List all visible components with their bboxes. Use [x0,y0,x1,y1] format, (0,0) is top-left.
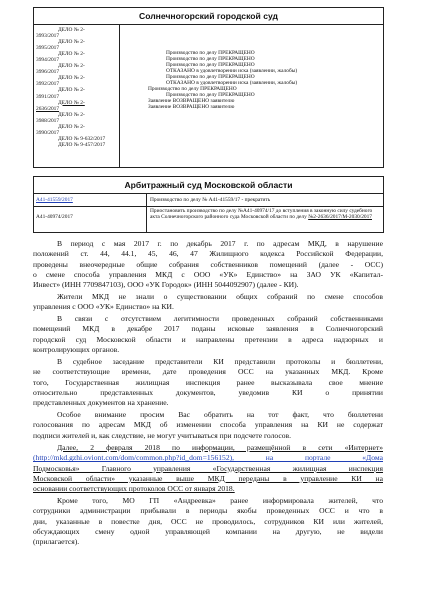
paragraph-internet-info [33,443,383,494]
paragraph-meetings [33,239,383,290]
text-line: В период с мая 2017 г. по декабрь 2017 г. по адресам МКД, в нарушение [57,239,383,248]
paragraph-andreevka [33,496,383,547]
court-table-body [34,25,383,168]
text-line: Кроме того, МО ГП «Андреевка» ранее информировала жителей, что [57,496,383,505]
ruling-text [150,208,382,220]
text-line: не соответствующие времени, дате проведения ОСС на указанных МКД. Кроме [33,367,383,377]
case-number: ДЕЛО № 2- [58,51,85,58]
ruling-text: Производство по делу ПРЕКРАЩЕНО [166,92,255,99]
court-table-arbitration [33,176,384,233]
ruling-text: Производство по делу ПРЕКРАЩЕНО [148,86,237,93]
case-number: А41-40974/2017 [36,214,73,220]
text-line: В связи с отсутствием легитимности проведенных собраний собственниками [57,314,383,323]
portal-link-line[interactable]: (http://mkd.gzhi.oviont.com/dom/common.php?id_dom=156152), на портале «Дома [33,453,383,463]
court-table-solnechnogorsk [33,7,384,168]
court-title: Солнечногорский городской суд [34,8,383,25]
ruling-text: ОТКАЗАНО в удовлетворении иска (заявлении, жалобы) [166,80,298,87]
ruling-text: Производство по делу ПРЕКРАЩЕНО [166,62,255,69]
case-number: 3994/2017 [36,57,60,64]
text-line: городской суд Московской области и направлены претензии в адреса надзорных и [33,334,383,344]
case-number: ДЕЛО № 2- [58,27,85,33]
text-line: Московской области» указанные выше МКД переданы в управление КИ на [33,473,383,483]
row-divider [34,206,383,207]
case-number: 3996/2017 [36,69,60,76]
text-line: представленных документов на хранение. [33,398,169,408]
case-number: ДЕЛО № 2- [58,75,85,82]
ruling-text: Заявление ВОЗВРАЩЕНО заявителю [148,104,235,111]
text-line: дни, указанные в повестке дня, ОСС не проводилось, сотрудников КИ или жителей, [33,516,383,526]
text-line: (прилагается). [33,537,80,547]
case-number: ДЕЛО № 2- [58,111,85,118]
text-line: помещений МКД в декабре 2017 поданы исковые заявления в Солнечногорский [33,324,383,334]
case-number: 3992/2017 [36,81,60,88]
case-number: 3990/2017 [36,129,60,136]
ruling-text: Производство по делу № А41-41559/17 - прекратить [150,197,271,203]
text-line: Подмосковья» Главного управления «Государственная жилищная инспекция [33,463,383,473]
case-number: ДЕЛО № 9-457/2017 [58,141,106,148]
case-number: ДЕЛО № 2- [58,39,85,46]
text-line: сотрудники администрации прибывали в периоды якобы проведенных ОСС и что в [33,506,383,516]
text-line: Особое внимание просим Вас обратить на тот факт, что бюллетени [57,410,383,419]
ruling-text-main: Приостановить производство по делу №А41-40974/17 до вступления в законную силу судебного акта Солнечногорского районного суда Московской области по делу [150,208,373,221]
text-line: управления с ООО «УК» Единство» на КИ. [33,302,174,312]
ruling-text: Производство по делу ПРЕКРАЩЕНО [166,74,255,81]
ruling-text: Заявление ВОЗВРАЩЕНО заявителю [148,98,235,105]
text-line: Инвест» (ИНН 7709847103), ООО «УК Городок» (ИНН 5044092907) (далее - КИ). [33,280,299,290]
text-line: проведены внеочередные общие собрания собственников помещений (далее - ОСС) [33,259,383,269]
case-number: ДЕЛО № 2- [58,99,85,106]
ruling-column [148,50,297,110]
paragraph-lawsuits [33,314,383,355]
case-link[interactable]: А41-41559/2017 [36,197,73,203]
case-number: ДЕЛО № 2- [58,63,85,70]
text-line: основании соответствующих протоколов ОСС от января 2018. [33,484,235,494]
text-line: того, Государственная жилищная инспекция ранее высказывала свое мнение [33,377,383,387]
column-divider [146,194,147,233]
text-line: В судебное заседание представители КИ представили протоколы и бюллетени, [57,357,383,366]
text-line: относительно представленных документов, уведомив КИ о принятии [33,387,383,397]
text-line: подписи жителей и, как следствие, не могут учитываться при подсчете голосов. [33,430,292,440]
column-divider [119,25,120,168]
case-number: 3991/2017 [36,93,60,100]
text-line: Далее, 2 февраля 2018 по информации, размещённой в сети «Интернет» [57,443,383,452]
ruling-text: ОТКАЗАНО в удовлетворении иска (заявлении, жалобы) [166,68,298,75]
text-line: о смене способа управления МКД с ООО «УК» Единство» на ЗАО УК «Капитал- [33,269,383,279]
paragraph-residents [33,292,383,313]
case-number: ДЕЛО № 2- [58,87,85,94]
case-number: 3988/2017 [36,117,60,124]
paragraph-ballots [33,410,383,441]
text-line: обсуждающих смену одной управляющей компании на другую, не видели [33,526,383,536]
case-number: 2636/2017 [36,105,60,112]
case-number-column [36,27,118,148]
case-number: ДЕЛО № 2- [58,123,85,130]
ruling-text: Производство по делу ПРЕКРАЩЕНО [166,56,255,63]
case-number: 3995/2017 [36,45,60,52]
court-title: Арбитражный суд Московской области [34,177,383,194]
ruling-case-reference: №2-2636/2017/М-2030/2017 [308,214,372,221]
text-line: Жители МКД не знали о существовании общих собраний по смене способов [57,292,383,301]
text-line: контролирующих органов. [33,344,120,354]
case-number: ДЕЛО № 9-632/2017 [58,135,106,142]
paragraph-court-session [33,357,383,408]
text-line: положений ст. 44, 44.1, 45, 46, 47 Жилищного кодекса Российской Федерации, [33,249,383,259]
case-number: 3993/2017 [36,33,60,40]
court-table-body [34,194,383,233]
ruling-text: Производство по делу ПРЕКРАЩЕНО [166,50,255,56]
text-line: голосования по адресам МКД об изменении способа управления на КИ не содержат [33,420,383,430]
